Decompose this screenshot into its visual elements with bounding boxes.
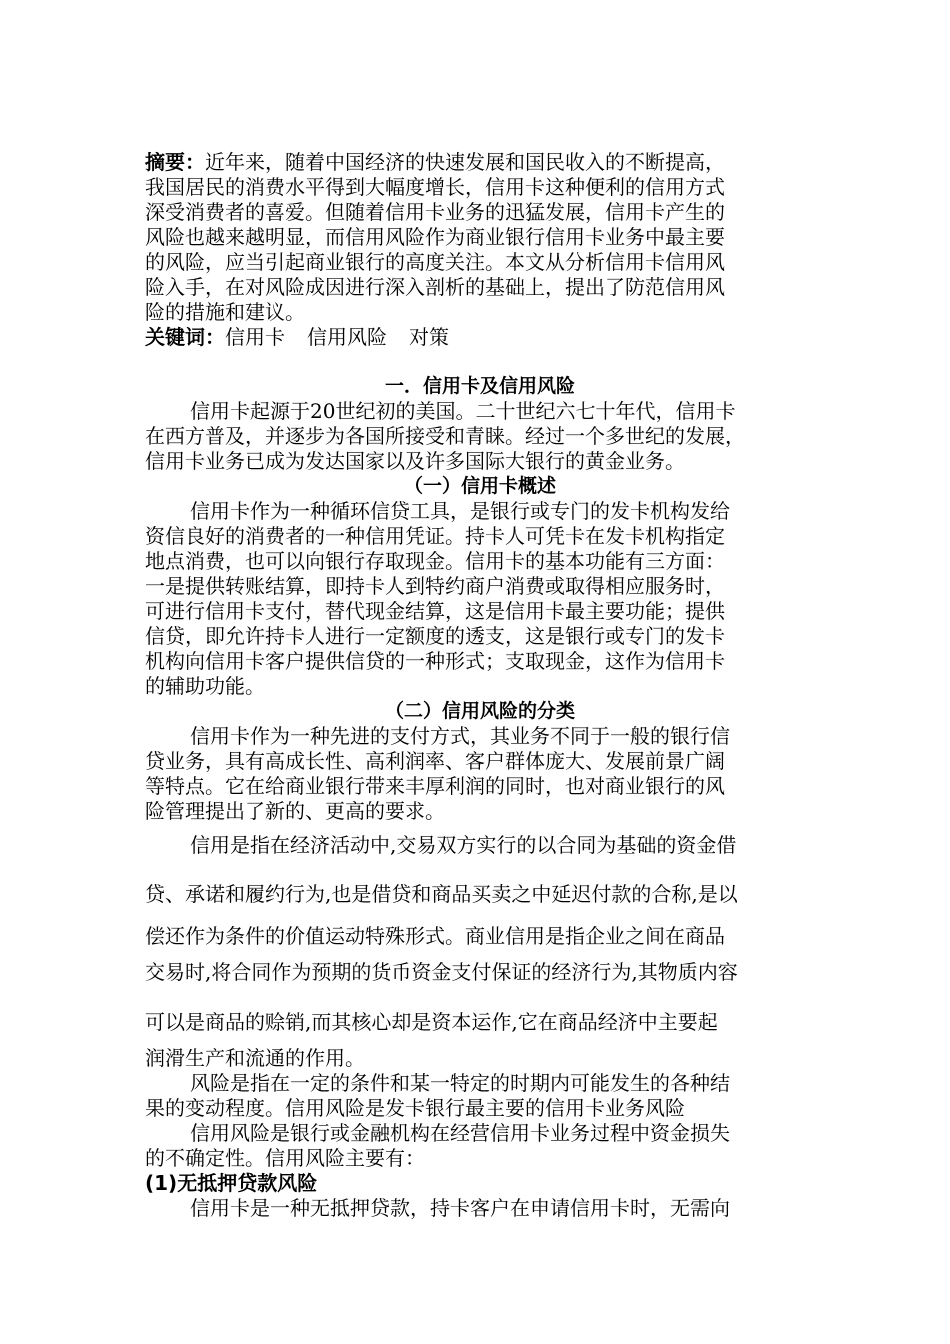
paragraph-line: 可进行信用卡支付，替代现金结算，这是信用卡最主要功能；提供 — [145, 599, 725, 623]
paragraph-line: 在西方普及，并逐步为各国所接受和青睐。经过一个多世纪的发展， — [145, 424, 745, 448]
abstract-line-4: 风险也越来越明显，而信用风险作为商业银行信用卡业务中最主要 — [145, 225, 725, 249]
keyword: 信用卡 — [225, 325, 285, 349]
subsection-title: （二）信用风险的分类 — [384, 700, 575, 722]
paragraph-line: 信用风险是银行或金融机构在经营信用卡业务过程中资金损失 — [190, 1121, 730, 1145]
paragraph-line: 信用卡是一种无抵押贷款，持卡客户在申请信用卡时，无需向 — [190, 1196, 730, 1220]
paragraph-line: 偿还作为条件的价值运动特殊形式。商业信用是指企业之间在商品 — [145, 924, 725, 948]
paragraph-line: 信用卡业务已成为发达国家以及许多国际大银行的黄金业务。 — [145, 449, 685, 473]
paragraph-line: 信用卡起源于20世纪初的美国。二十世纪六七十年代，信用卡 — [190, 399, 736, 423]
abstract-line-2: 我国居民的消费水平得到大幅度增长，信用卡这种便利的信用方式 — [145, 175, 725, 199]
keyword: 信用风险 — [307, 325, 387, 349]
keywords-label: 关键词： — [145, 325, 225, 349]
paragraph-line: 的辅助功能。 — [145, 674, 265, 698]
item-title — [145, 1171, 815, 1195]
abstract-line-7: 险的措施和建议。 — [145, 300, 305, 324]
paragraph-line: 信用卡作为一种循环信贷工具，是银行或专门的发卡机构发给 — [190, 499, 730, 523]
paragraph-line: 贷、承诺和履约行为,也是借贷和商品买卖之中延迟付款的合称,是以 — [145, 882, 738, 906]
paragraph-line: 地点消费，也可以向银行存取现金。信用卡的基本功能有三方面： — [145, 549, 725, 573]
abstract-label: 摘要： — [145, 150, 205, 174]
paragraph-line: 机构向信用卡客户提供信贷的一种形式；支取现金，这作为信用卡 — [145, 649, 725, 673]
keyword: 对策 — [409, 325, 449, 349]
paragraph-line: 的不确定性。信用风险主要有： — [145, 1146, 425, 1170]
paragraph-line: 贷业务，具有高成长性、高利润率、客户群体庞大、发展前景广阔 — [145, 749, 725, 773]
paragraph-line: 资信良好的消费者的一种信用凭证。持卡人可凭卡在发卡机构指定 — [145, 524, 725, 548]
item-title-text: (1)无抵押贷款风险 — [145, 1171, 318, 1195]
paragraph-line: 果的变动程度。信用风险是发卡银行最主要的信用卡业务风险 — [145, 1096, 685, 1120]
paragraph-line: 风险是指在一定的条件和某一特定的时期内可能发生的各种结 — [190, 1071, 730, 1095]
paragraph-line: 等特点。它在给商业银行带来丰厚利润的同时，也对商业银行的风 — [145, 774, 725, 798]
paragraph-line: 险管理提出了新的、更高的要求。 — [145, 799, 445, 823]
subsection-title: （一）信用卡概述 — [403, 475, 556, 497]
abstract-line-6: 险入手，在对风险成因进行深入剖析的基础上，提出了防范信用风 — [145, 275, 725, 299]
paragraph-line: 交易时,将合同作为预期的货币资金支付保证的经济行为,其物质内容 — [145, 960, 738, 984]
keywords-line — [145, 325, 815, 349]
paragraph-line: 信用卡作为一种先进的支付方式，其业务不同于一般的银行信 — [190, 724, 730, 748]
abstract-line-1 — [145, 150, 815, 174]
paragraph-line: 一是提供转账结算，即持卡人到特约商户消费或取得相应服务时， — [145, 574, 725, 598]
paragraph-line: 可以是商品的赊销,而其核心却是资本运作,它在商品经济中主要起 — [145, 1010, 718, 1034]
abstract-text: 近年来，随着中国经济的快速发展和国民收入的不断提高， — [205, 150, 725, 174]
section-title: 一．信用卡及信用风险 — [384, 375, 575, 397]
paragraph-line: 润滑生产和流通的作用。 — [145, 1046, 365, 1070]
paragraph-line: 信用是指在经济活动中,交易双方实行的以合同为基础的资金借 — [190, 833, 737, 857]
abstract-line-5: 的风险，应当引起商业银行的高度关注。本文从分析信用卡信用风 — [145, 250, 725, 274]
abstract-line-3: 深受消费者的喜爱。但随着信用卡业务的迅猛发展，信用卡产生的 — [145, 200, 725, 224]
paragraph-line: 信贷，即允许持卡人进行一定额度的透支，这是银行或专门的发卡 — [145, 624, 725, 648]
